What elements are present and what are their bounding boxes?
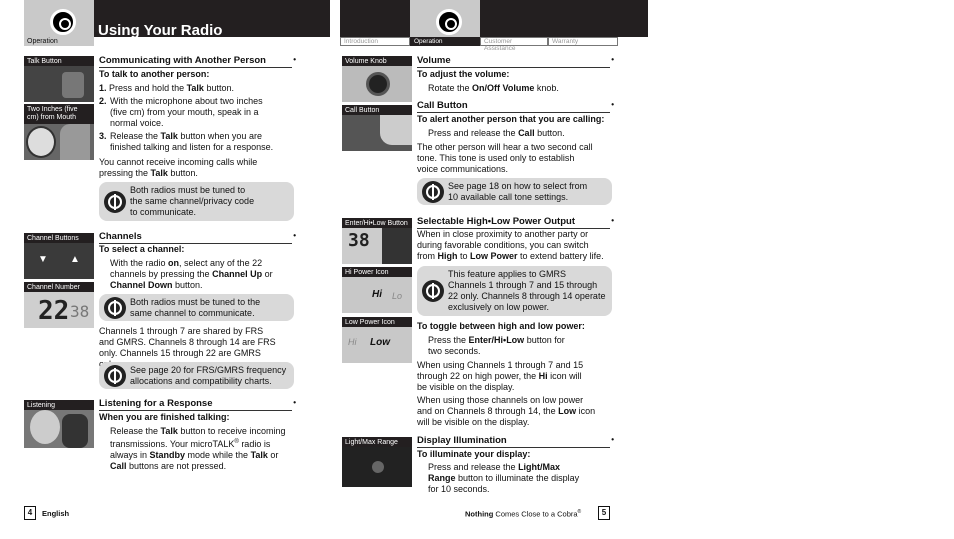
page-number-right: 5 xyxy=(598,506,610,520)
footer-registered: ® xyxy=(577,509,582,515)
hi-power-icon-photo: Hi Lo xyxy=(342,277,412,313)
left-section-tile xyxy=(24,0,94,46)
left-section-label: Operation xyxy=(27,38,58,45)
display-text-c: button to illuminate the display for 10 seconds. xyxy=(428,473,580,494)
caption-listening: Listening xyxy=(24,400,94,412)
power3-hi: Hi xyxy=(538,371,548,381)
note-same-channel-privacy xyxy=(99,182,294,221)
step-3-num: 3. xyxy=(99,131,107,141)
power4-text-a: When using those channels on low power and on Channels 8 through 14, the xyxy=(417,395,584,416)
sub-illuminate-display: To illuminate your display: xyxy=(417,449,531,459)
sub-adjust-volume: To adjust the volume: xyxy=(417,69,510,79)
power-text-a: When in close proximity to another party or during favorable conditions, you can switch from xyxy=(417,229,589,261)
listening-text-a: Release the xyxy=(110,426,161,436)
listening-call: Call xyxy=(110,461,127,471)
step-3-text: Release the xyxy=(110,131,161,141)
step-1-text: Press and hold the xyxy=(109,83,187,93)
sub-talk-to-another: To talk to another person: xyxy=(99,69,210,79)
listening-text-d: radio is always in xyxy=(110,439,271,460)
power2-button: Enter/Hi•Low xyxy=(468,335,525,345)
display-para xyxy=(428,462,588,495)
tab-customer-assistance[interactable]: Customer Assistance xyxy=(480,37,548,46)
listening-talk-2: Talk xyxy=(250,450,268,460)
listening-para xyxy=(110,426,290,472)
hi-lcd-icon: Hi xyxy=(372,289,382,300)
volume-para xyxy=(428,83,608,94)
page-title: Using Your Radio xyxy=(98,22,223,39)
volume-text-a: Rotate the xyxy=(428,83,473,93)
step-1-text-end: button. xyxy=(203,83,234,93)
note-icon xyxy=(422,280,444,302)
caption-call-button: Call Button xyxy=(342,105,412,117)
note-text: Both radios must be tuned to the same channel/privacy code to communicate. xyxy=(130,185,255,217)
section-communicating: Communicating with Another Person • xyxy=(99,55,292,68)
display-text-a: Press and release the xyxy=(428,462,519,472)
volume-knob-photo xyxy=(342,66,412,102)
power-para-4 xyxy=(417,395,597,428)
volume-knob-icon xyxy=(366,72,390,96)
call-text-c: button. xyxy=(534,128,565,138)
caption-hi-power-icon: Hi Power Icon xyxy=(342,267,412,279)
footer-brand-rest: Comes Close to a Cobra xyxy=(493,509,578,519)
section-channels: Channels • xyxy=(99,231,292,244)
channels-para-1 xyxy=(110,258,280,291)
speaker-icon xyxy=(50,9,76,35)
call-button-photo xyxy=(342,115,412,151)
listening-talk: Talk xyxy=(160,426,178,436)
sub-toggle-power: To toggle between high and low power: xyxy=(417,321,585,331)
step-1-num: 1. xyxy=(99,83,107,93)
listening-photo xyxy=(24,410,94,448)
listening-text-c: button to receive incoming transmissions. Your microTALK xyxy=(110,426,286,449)
channels-text-g: button. xyxy=(172,280,203,290)
mouth-distance-photo xyxy=(24,124,94,160)
channel-number-photo: 22 38 xyxy=(24,292,94,328)
caption-channel-number: Channel Number xyxy=(24,282,94,294)
nav-tabs xyxy=(340,37,618,52)
sub-finished-talking: When you are finished talking: xyxy=(99,412,230,422)
caption-channel-buttons: Channel Buttons xyxy=(24,233,94,245)
speaker-icon xyxy=(436,9,462,35)
enter-hi-low-photo: 38 xyxy=(342,228,412,264)
low-power-icon-photo: Hi Low xyxy=(342,327,412,363)
power4-text-c: icon will be visible on the display. xyxy=(417,406,596,427)
power-para-1 xyxy=(417,229,607,262)
power2-text-a: Press the xyxy=(428,335,469,345)
para-talk: Talk xyxy=(150,168,168,178)
para-text-end: button. xyxy=(167,168,198,178)
note-icon xyxy=(104,297,126,319)
section-listening: Listening for a Response • xyxy=(99,398,292,411)
power-text-e: to extend battery life. xyxy=(517,251,604,261)
channels-text-a: With the radio xyxy=(110,258,169,268)
tab-operation[interactable]: Operation xyxy=(410,37,480,46)
registered-mark: ® xyxy=(234,439,239,445)
channels-up: Channel Up xyxy=(212,269,263,279)
caption-volume-knob: Volume Knob xyxy=(342,56,412,68)
step-1-talk: Talk xyxy=(186,83,204,93)
step-1 xyxy=(99,83,294,94)
channel-down-icon: ▼ xyxy=(38,254,48,265)
light-max-range-photo xyxy=(342,447,412,487)
note-icon xyxy=(422,181,444,203)
caption-two-inches: Two Inches (five cm) from Mouth xyxy=(24,104,94,124)
para-text: You cannot receive incoming calls while pressing the xyxy=(99,157,258,178)
note-text: See page 18 on how to select from 10 available call tone settings. xyxy=(448,181,588,202)
sub-select-channel: To select a channel: xyxy=(99,244,185,254)
footer-language: English xyxy=(42,509,70,518)
note-icon xyxy=(104,365,126,387)
step-2-num: 2. xyxy=(99,96,107,106)
power2-text-c: button for two seconds. xyxy=(428,335,565,356)
step-2: With the microphone about two inches (five cm) from your mouth, speak in a normal voice. xyxy=(110,96,263,128)
call-text-a: Press and release the xyxy=(428,128,519,138)
volume-knob-name: On/Off Volume xyxy=(472,83,535,93)
note-text: This feature applies to GMRS Channels 1 through 7 and 15 through 22 only. Channels 8 through 14 operate exclusively on low power. xyxy=(448,269,606,312)
talk-button-photo xyxy=(24,66,94,102)
footer-brand xyxy=(465,509,581,519)
display-button: Light/Max Range xyxy=(428,462,561,483)
power3-text-c: icon will be visible on the display. xyxy=(417,371,582,392)
channel-buttons-photo xyxy=(24,243,94,279)
right-header-bar xyxy=(340,0,648,37)
power-para-2 xyxy=(428,335,568,357)
listening-text-f: mode while the xyxy=(185,450,251,460)
low-lcd-icon: Low xyxy=(370,337,390,348)
note-frequency-allocations xyxy=(99,362,294,389)
note-call-tones xyxy=(417,178,612,205)
note-gmrs-channels xyxy=(417,266,612,316)
channel-up-icon: ▲ xyxy=(70,254,80,265)
section-call-button: Call Button • xyxy=(417,100,610,113)
power-para-3 xyxy=(417,360,587,393)
step-3 xyxy=(110,131,280,153)
call-name: Call xyxy=(518,128,535,138)
footer-brand-bold: Nothing xyxy=(465,509,494,519)
listening-standby: Standby xyxy=(149,450,186,460)
channels-text-c: , select any of the 22 channels by pressing the xyxy=(110,258,263,279)
step-3-talk: Talk xyxy=(160,131,178,141)
section-power-output: Selectable High•Low Power Output • xyxy=(417,216,610,229)
lcd-digits: 22 xyxy=(38,296,70,326)
channels-or: or xyxy=(262,269,273,279)
caption-enter-hi-low: Enter/Hi•Low Button xyxy=(342,218,412,230)
power-low: Low Power xyxy=(470,251,518,261)
tab-warranty[interactable]: Warranty xyxy=(548,37,618,46)
call-para-2: The other person will hear a two second call tone. This tone is used only to establish voice communications. xyxy=(417,142,593,174)
channels-on: on xyxy=(168,258,180,268)
power4-low: Low xyxy=(558,406,577,416)
sub-alert-another: To alert another person that you are calling: xyxy=(417,114,605,124)
listening-or: or xyxy=(267,450,279,460)
channels-para-2: Channels 1 through 7 are shared by FRS and GMRS. Channels 8 through 14 are FRS only. Channels 15 through 22 are GMRS xyxy=(99,326,276,358)
power3-text-a: When using Channels 1 through 7 and 15 through 22 on high power, the xyxy=(417,360,584,381)
volume-text-c: knob. xyxy=(534,83,559,93)
caption-talk-button: Talk Button xyxy=(24,56,94,68)
listening-text-j: buttons are not pressed. xyxy=(126,461,227,471)
tab-introduction[interactable]: Introduction xyxy=(340,37,410,46)
power-to: to xyxy=(457,251,471,261)
channels-down: Channel Down xyxy=(110,280,173,290)
section-display-illumination: Display Illumination • xyxy=(417,435,610,448)
step-3-text-end: button when you are finished talking and listen for a response. xyxy=(110,131,274,152)
power-high: High xyxy=(437,251,458,261)
section-volume: Volume • xyxy=(417,55,610,68)
caption-light-max-range: Light/Max Range xyxy=(342,437,412,449)
caption-low-power-icon: Low Power Icon xyxy=(342,317,412,329)
note-icon xyxy=(104,191,126,213)
call-para-1 xyxy=(428,128,608,139)
note-same-channel xyxy=(99,294,294,321)
page-number-left: 4 xyxy=(24,506,36,520)
incoming-calls-para xyxy=(99,157,267,179)
note-text: Both radios must be tuned to the same channel to communicate. xyxy=(130,297,261,318)
note-text: See page 20 for FRS/GMRS frequency allocations and compatibility charts. xyxy=(130,365,287,386)
